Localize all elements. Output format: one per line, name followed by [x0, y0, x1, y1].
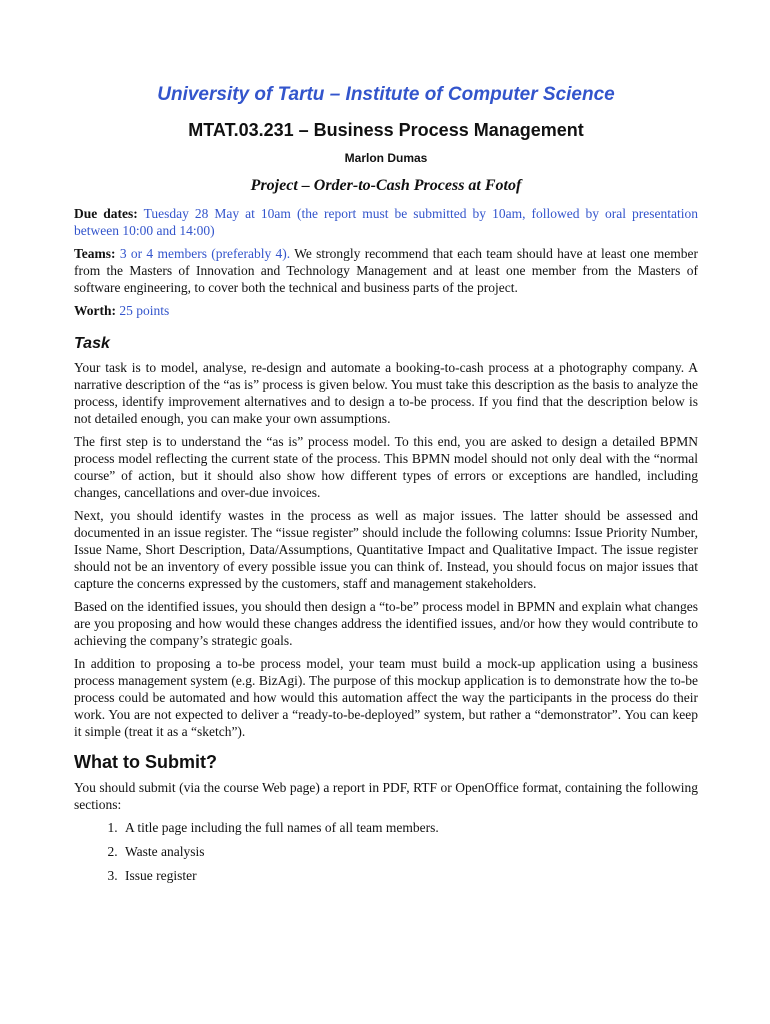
submit-intro: You should submit (via the course Web page) a report in PDF, RTF or OpenOffice format, containing the following sections: — [74, 780, 698, 812]
due-value: Tuesday 28 May at 10am (the report must be submitted by 10am, followed by oral presentation between 10:00 and 14:00) — [74, 206, 699, 238]
project-title: Project – Order-to-Cash Process at Fotof — [250, 177, 522, 194]
submit-list — [74, 819, 698, 884]
task-paragraph: Based on the identified issues, you should then design a “to-be” process model in BPMN and explain what changes are you proposing and how would these changes address the identified issues, and/or how they would contribute to achieving the company’s strategic goals. — [74, 599, 698, 648]
task-paragraph: The first step is to understand the “as is” process model. To this end, you are asked to design a detailed BPMN process model reflecting the current state of the process. This BPMN model should not only deal with the “normal course” of action, but it should also show how different types of errors or exceptions are handled, including changes, cancellations and over-due invoices. — [74, 434, 698, 500]
worth-paragraph — [74, 302, 698, 319]
due-dates-paragraph — [74, 205, 698, 239]
task-paragraph: Your task is to model, analyse, re-design and automate a booking-to-cash process at a photography company. A narrative description of the “as is” process is given below. You must take this description as the basis to analyze the process, identify improvement alternatives and to design a to-be process. If you find that the description below is not detailed enough, you can make your own assumptions. — [74, 360, 698, 426]
teams-value: 3 or 4 members (preferably 4). — [119, 246, 291, 261]
course-title: MTAT.03.231 – Business Process Management — [188, 120, 584, 140]
list-item: 1. A title page including the full names of all team members. — [121, 819, 698, 836]
worth-value: 25 points — [119, 303, 170, 318]
list-item: 2. Waste analysis — [121, 843, 698, 860]
submit-heading: What to Submit? — [74, 752, 217, 772]
worth-label: Worth: — [74, 303, 116, 318]
task-paragraph: Next, you should identify wastes in the process as well as major issues. The latter should be assessed and documented in an issue register. The “issue register” should include the following columns: Issue Priority Number, Issue Name, Short Description, Data/Assumptions, Quantitative Impact and Qualitative Impact. The issue register should not be an inventory of every possible issue you can think of. Instead, you should focus on major issues that capture the concerns expressed by the customers, staff and management stakeholders. — [74, 508, 698, 591]
author-name: Marlon Dumas — [344, 151, 428, 165]
teams-label: Teams: — [74, 246, 116, 261]
list-item: 3. Issue register — [121, 867, 698, 884]
teams-paragraph — [74, 245, 698, 296]
university-title: University of Tartu – Institute of Computer Science — [157, 84, 615, 105]
teams-text: We strongly recommend that each team should have at least one member from the Masters of Innovation and Technology Management and at least one member from the Masters of software engineering, to cover both the technical and business parts of the project. — [74, 246, 699, 295]
task-heading: Task — [74, 335, 110, 352]
task-paragraph: In addition to proposing a to-be process model, your team must build a mock-up application using a business process management system (e.g. BizAgi). The purpose of this mockup application is to demonstrate how the to-be process could be automated and how would this automation affect the way the participants in the process do their work. You are not expected to deliver a “ready-to-be-deployed” system, but rather a “demonstrator”. You can keep it simple (treat it as a “sketch”). — [74, 656, 698, 739]
due-label: Due dates: — [74, 206, 138, 221]
